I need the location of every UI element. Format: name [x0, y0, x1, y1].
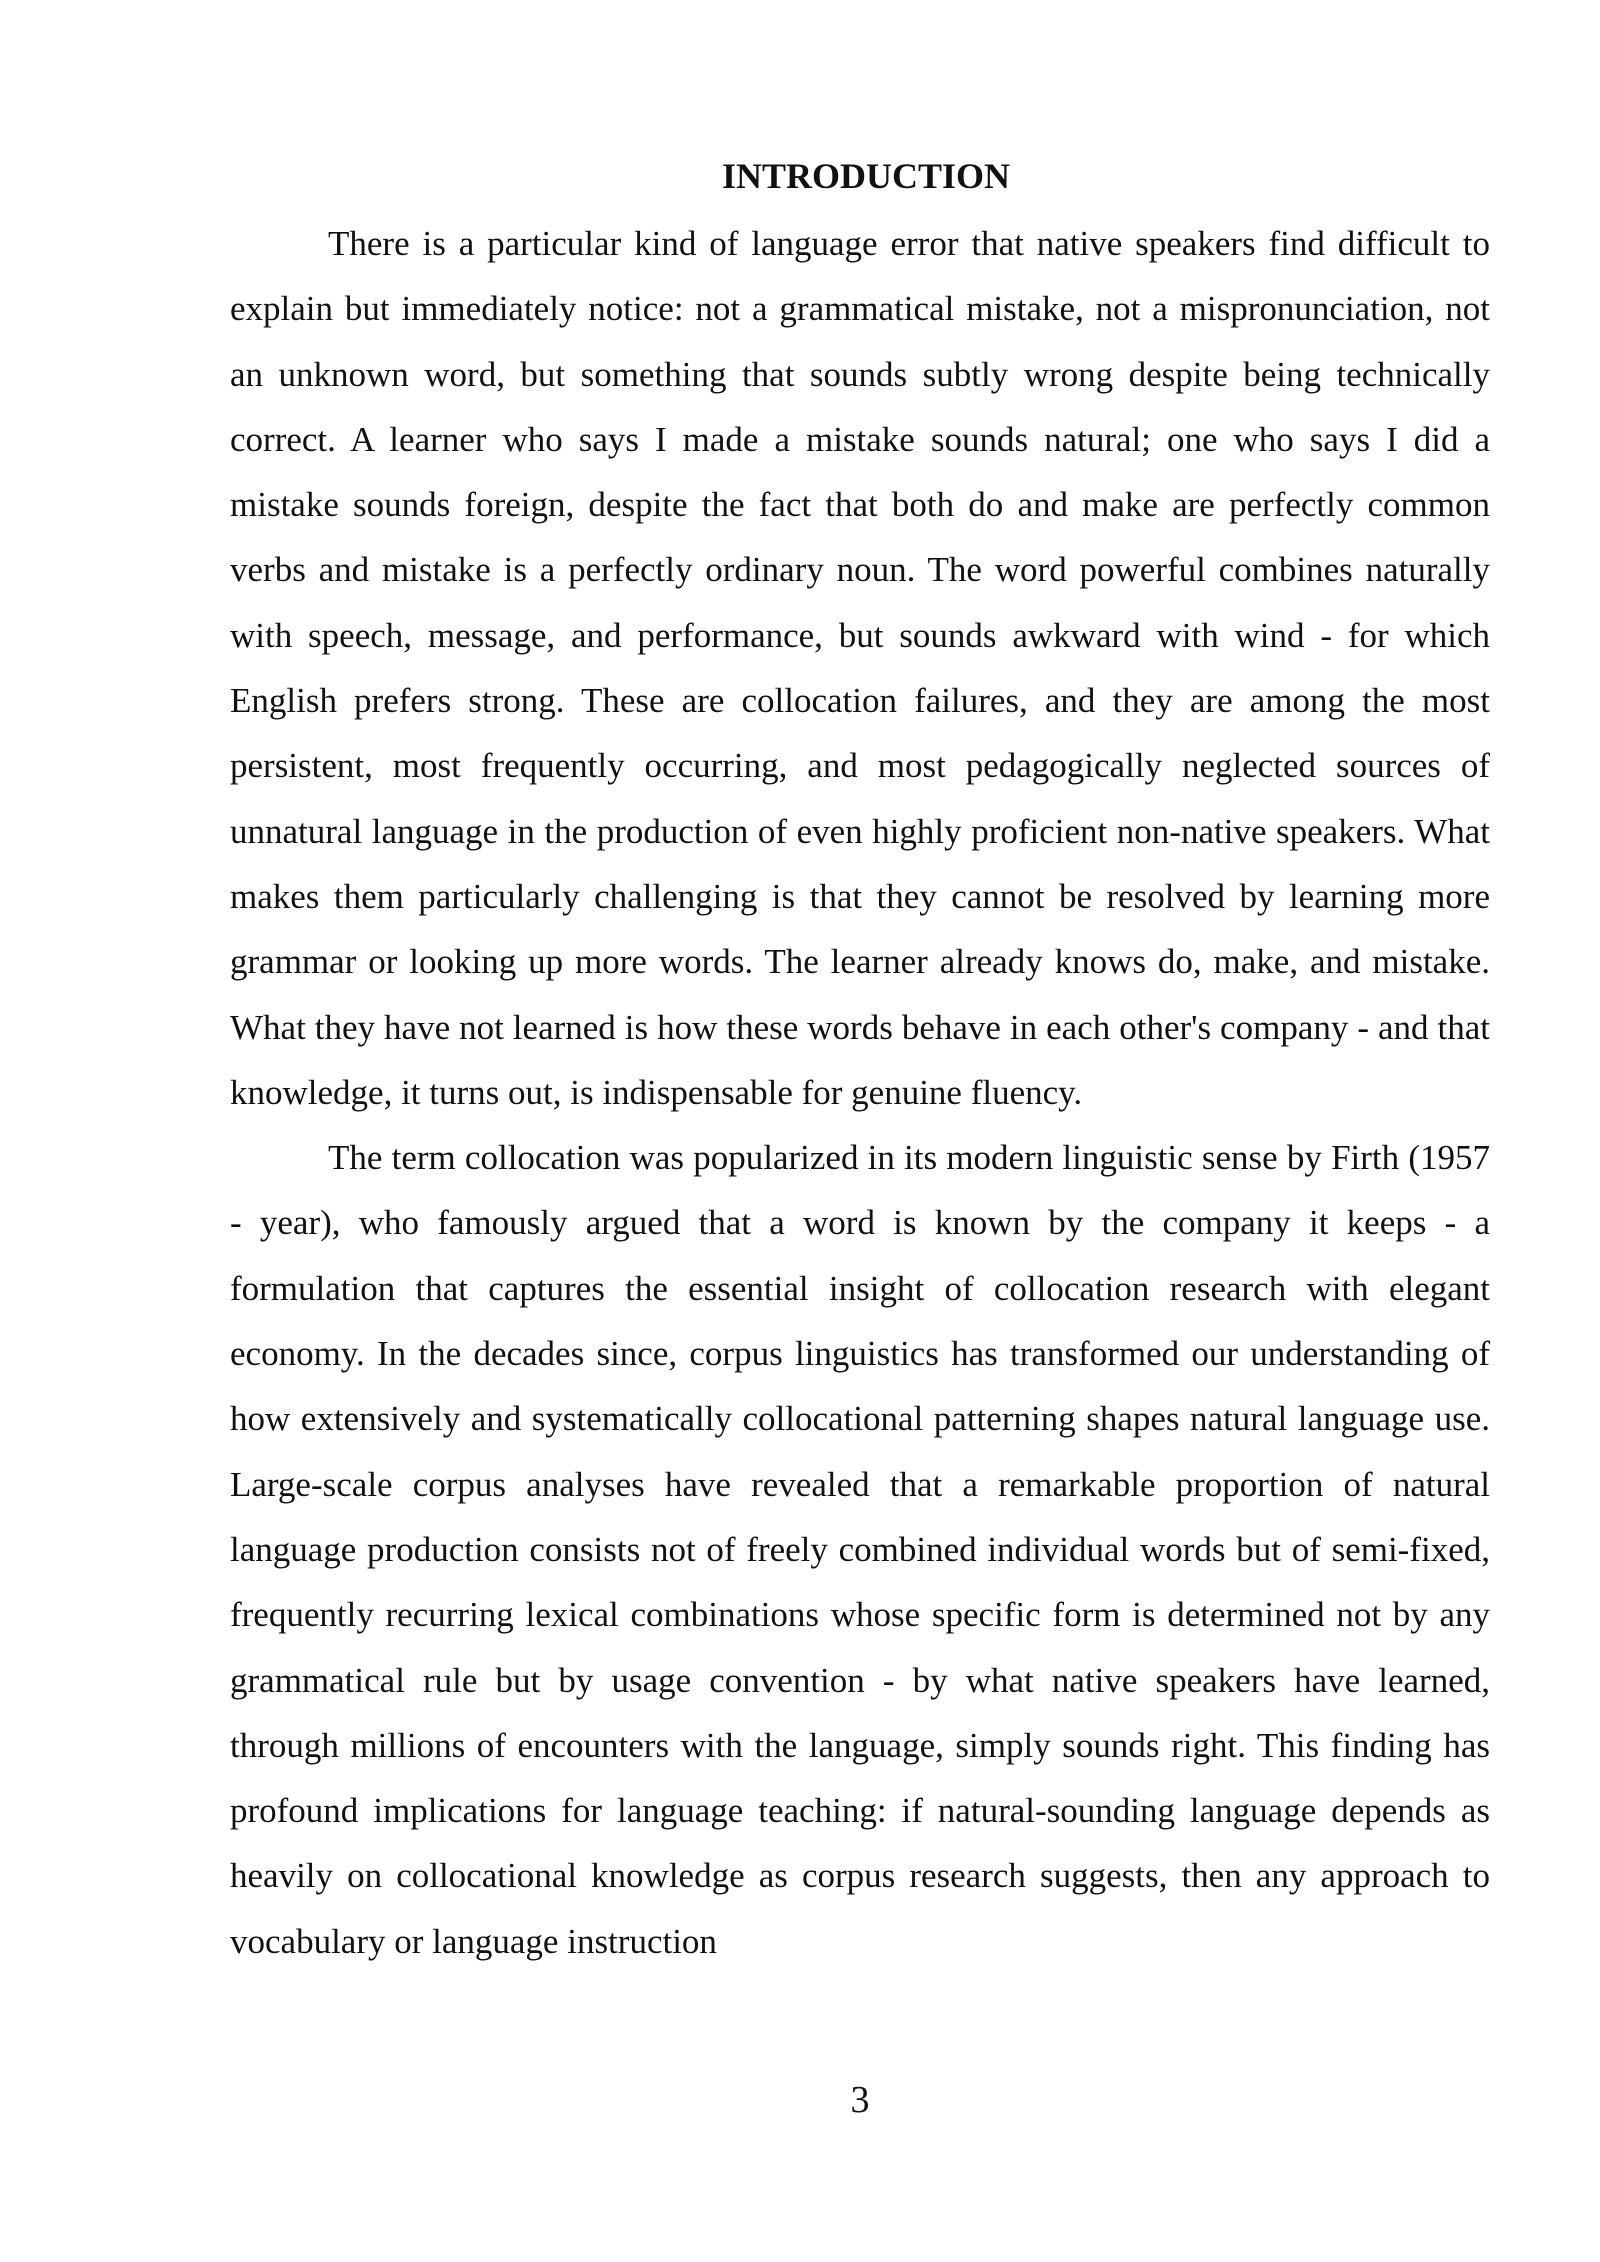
section-heading: INTRODUCTION	[721, 156, 1011, 196]
page-number: 3	[850, 2079, 870, 2121]
body-paragraph-2: The term collocation was popularized in its modern linguistic sense by Firth (1957 - year), who famously argued that a word is known by the company it keeps - a formulation that captures the essential insight of collocation research with elegant economy. In the decades since, corpus linguistics has transformed our understanding of how extensively and systematically collocational patterning shapes natural language use. Large-scale corpus analyses have revealed that a remarkable proportion of natural language production consists not of freely combined individual words but of semi-fixed, frequently recurring lexical combinations whose specific form is determined not by any grammatical rule but by usage convention - by what native speakers have learned, through millions of encounters with the language, simply sounds right. This finding has profound implications for language teaching: if natural-sounding language depends as heavily on collocational knowledge as corpus research suggests, then any approach to vocabulary or language instruction	[230, 1138, 1490, 1961]
body-paragraph-1: There is a particular kind of language error that native speakers find difficult to explain but immediately notice: not a grammatical mistake, not a mispronunciation, not an unknown word, but something that sounds subtly wrong despite being technically correct. A learner who says I made a mistake sounds natural; one who says I did a mistake sounds foreign, despite the fact that both do and make are perfectly common verbs and mistake is a perfectly ordinary noun. The word powerful combines naturally with speech, message, and performance, but sounds awkward with wind - for which English prefers strong. These are collocation failures, and they are among the most persistent, most frequently occurring, and most pedagogically neglected sources of unnatural language in the production of even highly proficient non-native speakers. What makes them particularly challenging is that they cannot be resolved by learning more grammar or looking up more words. The learner already knows do, make, and mistake. What they have not learned is how these words behave in each other's company - and that knowledge, it turns out, is indispensable for genuine fluency.	[230, 224, 1490, 1112]
page-content	[230, 148, 1490, 1974]
